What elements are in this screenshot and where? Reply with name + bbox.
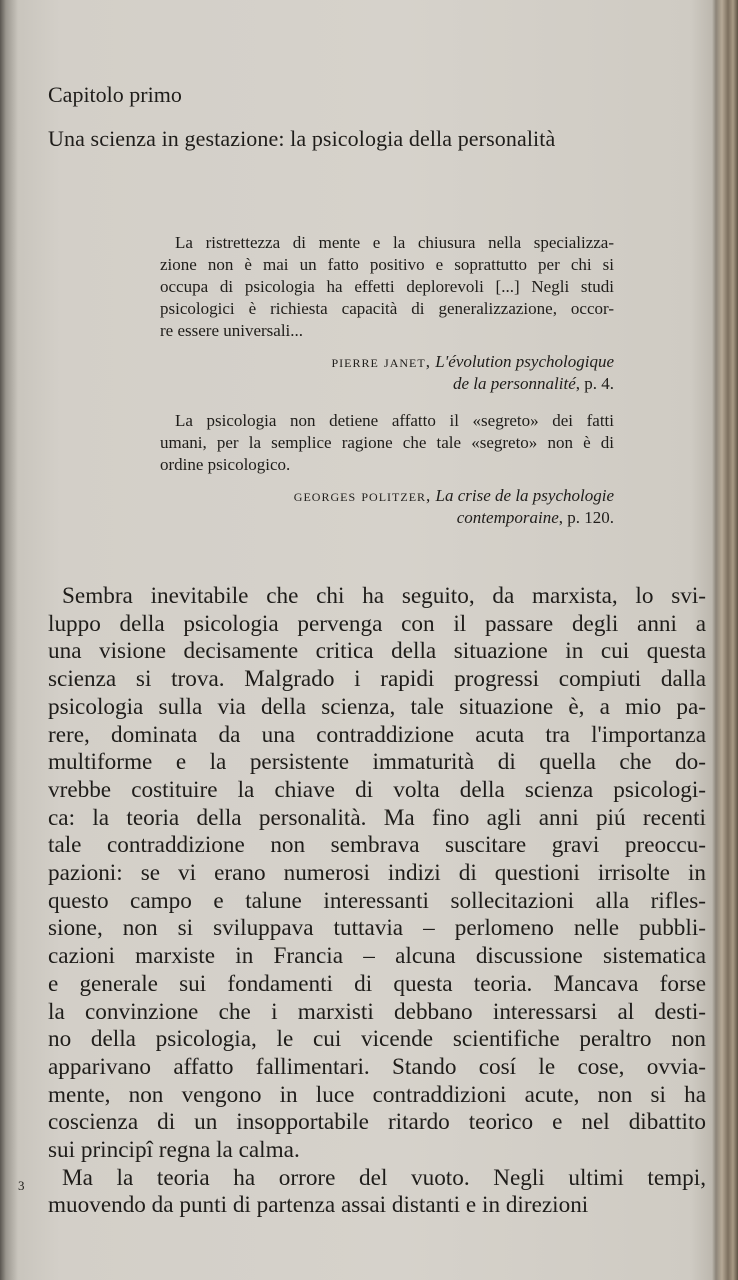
epigraph-work: La crise de la psychologie xyxy=(435,486,614,505)
body-line: coscienza di un insopportabile ritardo teorico e nel dibattito xyxy=(48,1109,706,1136)
epigraph-line: ordine psicologico. xyxy=(160,455,291,474)
epigraph-line: re essere universali... xyxy=(160,321,304,340)
body-line: pazioni: se vi erano numerosi indizi di questioni irrisolte in xyxy=(48,860,706,887)
body-line: psicologia sulla via della scienza, tale situazione è, a mio pa- xyxy=(48,693,706,720)
body-line: no della psicologia, le cui vicende scientifiche peraltro non xyxy=(48,1026,706,1053)
body-line: una visione decisamente critica della situazione in cui questa xyxy=(48,638,706,665)
body-line: tale contraddizione non sembrava suscitare gravi preoccu- xyxy=(48,832,706,859)
body-line: sione, non si sviluppava tuttavia – perlomeno nelle pubbli- xyxy=(48,915,706,942)
epigraph-janet xyxy=(160,232,614,395)
epigraph-source xyxy=(160,485,614,529)
epigraph-source xyxy=(160,351,614,395)
body-line: cazioni marxiste in Francia – alcuna discussione sistematica xyxy=(48,943,706,970)
page-number: 3 xyxy=(18,1178,25,1193)
epigraph-work: de la personnalité xyxy=(452,374,576,393)
epigraph-line: occupa di psicologia ha effetti deplorevoli [...] Negli studi xyxy=(160,277,614,296)
epigraph-politzer xyxy=(160,410,614,529)
body-text xyxy=(48,583,706,1220)
body-line: questo campo e talune interessanti sollecitazioni alla rifles- xyxy=(48,887,706,914)
epigraph-page: , p. 120. xyxy=(558,508,614,527)
epigraph-page: , p. 4. xyxy=(575,374,614,393)
epigraph-author: georges politzer, xyxy=(293,486,432,505)
body-line: multiforme e la persistente immaturità di quella che do- xyxy=(48,749,706,776)
epigraph-line: La ristrettezza di mente e la chiusura nella specializza- xyxy=(175,233,614,252)
epigraph-line: La psicologia non detiene affatto il «segreto» dei fatti xyxy=(175,411,614,430)
epigraph-line: psicologici è richiesta capacità di generalizzazione, occor- xyxy=(160,299,614,318)
epigraph-line: umani, per la semplice ragione che tale «segreto» non è di xyxy=(160,433,614,452)
body-line: mente, non vengono in luce contraddizioni acute, non si ha xyxy=(48,1081,706,1108)
epigraph-line: zione non è mai un fatto positivo e soprattutto per chi si xyxy=(160,255,614,274)
body-line: e generale sui fondamenti di questa teoria. Mancava forse xyxy=(48,970,706,997)
chapter-label: Capitolo primo xyxy=(48,82,182,107)
body-line: muovendo da punti di partenza assai distanti e in direzioni xyxy=(48,1192,589,1219)
chapter-title: Una scienza in gestazione: la psicologia della personalità xyxy=(48,126,556,151)
body-line: luppo della psicologia pervenga con il passare degli anni a xyxy=(48,610,706,637)
body-line: rere, dominata da una contraddizione acuta tra l'importanza xyxy=(48,721,706,748)
body-line: sui principî regna la calma. xyxy=(48,1137,300,1164)
epigraph-work: L'évolution psychologique xyxy=(435,352,614,371)
body-line: scienza si trova. Malgrado i rapidi progressi compiuti dalla xyxy=(48,666,706,693)
epigraph-author: pierre janet, xyxy=(331,352,431,371)
body-line: vrebbe costituire la chiave di volta della scienza psicologi- xyxy=(48,776,706,803)
body-line: ca: la teoria della personalità. Ma fino agli anni piú recenti xyxy=(48,804,706,831)
body-line: Sembra inevitabile che chi ha seguito, da marxista, lo svi- xyxy=(62,583,706,609)
body-line: apparivano affatto fallimentari. Stando cosí le cose, ovvia- xyxy=(48,1053,706,1080)
body-line: Ma la teoria ha orrore del vuoto. Negli ultimi tempi, xyxy=(62,1164,706,1191)
epigraph-work: contemporaine xyxy=(456,508,559,527)
body-line: la convinzione che i marxisti debbano interessarsi al desti- xyxy=(48,998,706,1025)
